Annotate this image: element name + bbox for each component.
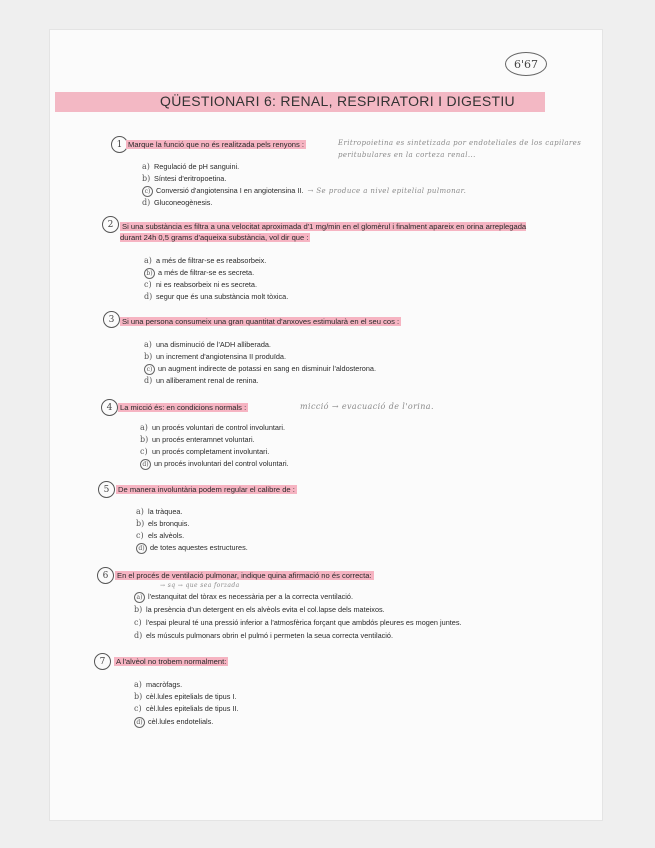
question-3-option-d[interactable] <box>144 376 259 386</box>
option-letter: c) <box>136 531 144 540</box>
option-letter: a) <box>144 256 152 265</box>
question-6-highlight: En el procés de ventilació pulmonar, indique quina afirmació no és correcta: <box>117 571 372 580</box>
option-text: una disminució de l'ADH alliberada. <box>156 340 271 349</box>
question-7-option-c[interactable] <box>134 704 238 714</box>
question-4-note: micció → evacuació de l'orina. <box>300 402 434 411</box>
option-text: un increment d'angiotensina II produïda. <box>156 352 286 361</box>
option-letter: d) <box>134 631 143 640</box>
question-3-option-b[interactable] <box>144 352 286 362</box>
question-1-option-note: → Se produce a nivel epitelial pulmonar. <box>307 187 467 195</box>
question-5-highlight: De manera involuntària podem regular el calibre de : <box>118 485 295 494</box>
option-text: Síntesi d'eritropoetina. <box>154 174 227 183</box>
question-number-3 <box>103 311 120 328</box>
question-number-6 <box>97 567 114 584</box>
question-6-text <box>115 570 374 581</box>
question-1-option-b[interactable] <box>142 174 226 184</box>
option-letter: b) <box>142 174 151 183</box>
option-text: cèl.lules epitelials de tipus I. <box>146 692 237 701</box>
question-1-option-d[interactable] <box>142 198 212 208</box>
question-7-option-b[interactable] <box>134 692 236 702</box>
option-text: a més de filtrar-se es secreta. <box>158 268 255 277</box>
option-letter: a) <box>142 162 150 171</box>
selected-option-marker: c) <box>144 364 155 375</box>
option-letter: b) <box>140 435 149 444</box>
option-text: Gluconeogènesis. <box>154 198 213 207</box>
option-letter: a) <box>144 340 152 349</box>
question-number-3-value: 3 <box>108 314 115 325</box>
option-text: de totes aquestes estructures. <box>150 543 248 552</box>
question-2-option-a[interactable] <box>144 256 266 266</box>
option-text: la tràquea. <box>148 507 183 516</box>
selected-option-marker: d) <box>136 543 147 554</box>
option-letter: b) <box>136 519 145 528</box>
option-text: un procés enteramnet voluntari. <box>152 435 255 444</box>
question-6-note: → sq → que sea forzada <box>160 582 240 589</box>
selected-option-marker: d) <box>140 459 151 470</box>
option-letter: b) <box>144 352 153 361</box>
question-3-option-a[interactable] <box>144 340 271 350</box>
option-text: macròfags. <box>146 680 183 689</box>
question-1-highlight: Marque la funció que no és realitzada pels renyons : <box>128 140 305 149</box>
option-letter: d) <box>144 292 153 301</box>
question-2-text <box>120 221 540 243</box>
question-7-option-d[interactable] <box>134 717 213 728</box>
option-letter: a) <box>134 680 142 689</box>
question-6-option-b[interactable] <box>134 605 385 615</box>
grade-value: 6'67 <box>513 57 539 71</box>
option-text: la presència d'un detergent en els alvèols evita el col.lapse dels mateixos. <box>146 605 385 614</box>
page-title: QÜESTIONARI 6: RENAL, RESPIRATORI I DIGESTIU <box>160 93 515 109</box>
question-2-option-c[interactable] <box>144 280 257 290</box>
option-letter: b) <box>134 605 143 614</box>
question-7-highlight: A l'alvèol no trobem normalment: <box>116 657 227 666</box>
question-number-5-value: 5 <box>103 484 110 495</box>
option-letter: c) <box>134 704 142 713</box>
option-text: un procés completament involuntari. <box>152 447 270 456</box>
question-6-option-a[interactable] <box>134 592 353 603</box>
grade-mark <box>505 52 547 76</box>
option-text: Regulació de pH sanguini. <box>154 162 240 171</box>
question-4-highlight: La micció és: en condicions normals : <box>120 403 247 412</box>
question-7-text <box>114 656 228 667</box>
question-number-4 <box>101 399 118 416</box>
question-4-option-b[interactable] <box>140 435 255 445</box>
question-3-option-c[interactable] <box>144 364 376 375</box>
option-text: l'espai pleural té una pressió inferior a l'atmosfèrica forçant que ambdós pleures es mogen juntes. <box>146 618 462 627</box>
question-number-1-value: 1 <box>116 139 123 150</box>
question-7-option-a[interactable] <box>134 680 182 690</box>
option-text: a més de filtrar-se es reabsorbeix. <box>156 256 267 265</box>
question-5-option-c[interactable] <box>136 531 184 541</box>
question-number-2-value: 2 <box>107 219 114 230</box>
option-text: un procés involuntari del control voluntari. <box>154 459 289 468</box>
option-text: els bronquis. <box>148 519 190 528</box>
option-text: cèl.lules endotelials. <box>148 717 214 726</box>
option-letter: a) <box>136 507 144 516</box>
question-2-highlight: Si una substància es filtra a una velocitat aproximada d'1 mg/min en el glomèrul i finalment apareix en orina arreplegada durant 24h 0,5 grams d'aqueixa substància, vol dir que : <box>120 222 527 242</box>
question-1-option-a[interactable] <box>142 162 239 172</box>
question-number-7-value: 7 <box>99 656 106 667</box>
option-text: els alvèols. <box>148 531 185 540</box>
option-text: un augment indirecte de potassi en sang en disminuir l'aldosterona. <box>158 364 377 373</box>
question-5-option-d[interactable] <box>136 543 248 554</box>
option-letter: c) <box>144 280 152 289</box>
question-5-option-b[interactable] <box>136 519 189 529</box>
question-2-option-b[interactable] <box>144 268 254 279</box>
option-letter: b) <box>134 692 143 701</box>
selected-option-marker: a) <box>134 592 145 603</box>
selected-option-marker: d) <box>134 717 145 728</box>
option-letter: d) <box>144 376 153 385</box>
option-text: segur que és una substància molt tòxica. <box>156 292 289 301</box>
question-6-option-c[interactable] <box>134 618 462 628</box>
question-4-option-d[interactable] <box>140 459 289 470</box>
question-2-option-d[interactable] <box>144 292 288 302</box>
option-text: Conversió d'angiotensina I en angiotensina II. <box>156 186 304 195</box>
option-text: ni es reabsorbeix ni es secreta. <box>156 280 257 289</box>
option-letter: c) <box>140 447 148 456</box>
option-text: l'estanquitat del tòrax es necessària per a la correcta ventilació. <box>148 592 354 601</box>
option-text: cèl.lules epitelials de tipus II. <box>146 704 239 713</box>
option-letter: d) <box>142 198 151 207</box>
question-4-option-c[interactable] <box>140 447 269 457</box>
question-1-text <box>126 139 306 150</box>
question-number-4-value: 4 <box>106 402 113 413</box>
question-1-option-c[interactable] <box>142 186 466 197</box>
selected-option-marker: b) <box>144 268 155 279</box>
question-number-7 <box>94 653 111 670</box>
question-1-note: Eritropoietina es sintetizada por endoteliales de los capilares peritubulares en la corteza renal... <box>338 139 582 159</box>
option-text: un alliberament renal de renina. <box>156 376 259 385</box>
question-number-5 <box>98 481 115 498</box>
question-6-option-d[interactable] <box>134 631 393 641</box>
option-text: els músculs pulmonars obrin el pulmó i permeten la seua correcta ventilació. <box>146 631 393 640</box>
question-3-text <box>120 316 401 327</box>
question-number-6-value: 6 <box>102 570 109 581</box>
question-number-2 <box>102 216 119 233</box>
question-5-option-a[interactable] <box>136 507 182 517</box>
question-5-text <box>116 484 297 495</box>
option-text: un procés voluntari de control involuntari. <box>152 423 286 432</box>
question-4-text <box>118 402 248 413</box>
option-letter: a) <box>140 423 148 432</box>
question-3-highlight: Si una persona consumeix una gran quantitat d'anxoves estimularà en el seu cos : <box>122 317 400 326</box>
question-4-option-a[interactable] <box>140 423 285 433</box>
option-letter: c) <box>134 618 142 627</box>
selected-option-marker: c) <box>142 186 153 197</box>
